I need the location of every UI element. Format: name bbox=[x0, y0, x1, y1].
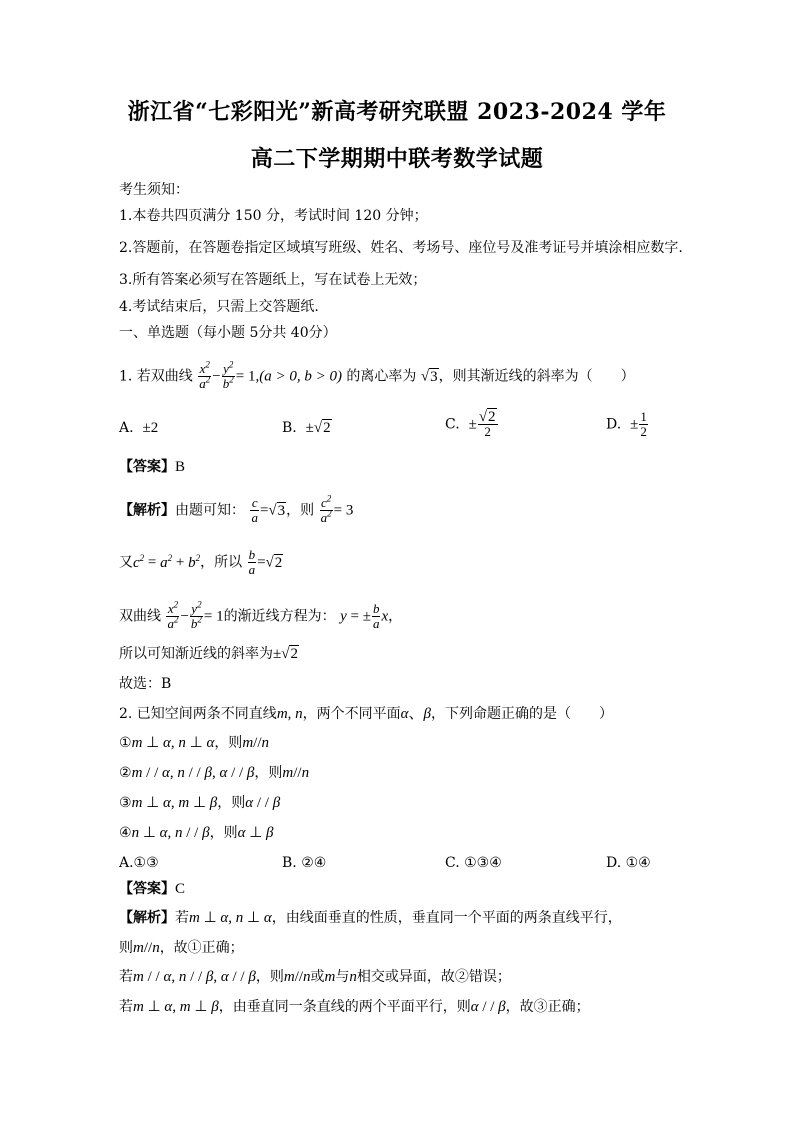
q2-option-d: D. ①④ bbox=[606, 855, 651, 871]
q2-answer: 【答案】C bbox=[119, 881, 186, 897]
exam-title-line2: 高二下学期期中联考数学试题 bbox=[250, 146, 544, 172]
q1-analysis-line-2: 又$c^2 = a^2 + b^2$，所以 $\frac{b}{a}$ =√2 bbox=[119, 547, 283, 577]
q2-analysis-line-2: 则m//n，故①正确； bbox=[119, 940, 244, 956]
q2-option-a: A.①③ bbox=[119, 855, 159, 871]
q2-option-c: C. ①③④ bbox=[445, 855, 502, 871]
q2-proposition-3: ③m ⊥ α, m ⊥ β，则α / / β bbox=[119, 795, 281, 811]
notice-item-2: 2.答题前，在答题卷指定区域填写班级、姓名、考场号、座位号及准考证号并填涂相应数字. bbox=[119, 240, 683, 256]
q1-analysis-line-3: 双曲线 $\frac{x^2}{a^2}$ − $\frac{y^2}{b^2}$ = 1的渐近线方程为： y = ± $\frac{b}{a}$ x， bbox=[119, 599, 403, 631]
question-1-stem: 1. 若双曲线 $\frac{x^2}{a^2}$ − $\frac{y^2}{b^2}$ = 1,(a > 0, b > 0) 的离心率为 √3，则其渐近线的斜率为（ ） bbox=[119, 359, 635, 391]
q2-analysis-line-4: 若m ⊥ α, m ⊥ β，由垂直同一条直线的两个平面平行，则α / / β，故③正确； bbox=[119, 999, 590, 1015]
notice-item-3: 3.所有答案必须写在答题纸上，写在试卷上无效； bbox=[119, 272, 427, 288]
section-heading-single-choice: 一、单选题（每小题 5分共 40分） bbox=[119, 325, 337, 341]
q1-option-c: C. ± $\frac{√2}{2}$ bbox=[445, 409, 496, 439]
question-2-stem: 2. 已知空间两条不同直线m, n，两个不同平面α、β，下列命题正确的是（ ） bbox=[119, 706, 614, 722]
q1-option-b: B. ±√2 bbox=[282, 420, 331, 436]
q1-analysis-line-4: 所以可知渐近线的斜率为±√2 bbox=[119, 646, 298, 662]
q2-proposition-2: ②m / / α, n / / β, α / / β，则m//n bbox=[119, 765, 310, 781]
q1-option-d: D. ± $\frac{1}{2}$ bbox=[606, 409, 647, 439]
q2-analysis-line-1: 【解析】若m ⊥ α, n ⊥ α，由线面垂直的性质，垂直同一个平面的两条直线平行， bbox=[119, 910, 622, 926]
q2-proposition-1: ①m ⊥ α, n ⊥ α，则m//n bbox=[119, 735, 269, 751]
notice-item-1: 1.本卷共四页满分 150 分，考试时间 120 分钟； bbox=[119, 208, 428, 224]
q1-analysis-line-1: 【解析】由题可知： $\frac{c}{a}$ =√3，则 $\frac{c^2}{a^2}$ = 3 bbox=[119, 493, 354, 525]
q2-proposition-4: ④n ⊥ α, n / / β，则α ⊥ β bbox=[119, 825, 274, 841]
q1-analysis-conclusion: 故选：B bbox=[119, 676, 172, 692]
q1-option-a: A. ±2 bbox=[119, 420, 159, 436]
exam-title-line1: 浙江省“七彩阳光”新高考研究联盟 2023-2024 学年 bbox=[127, 99, 667, 125]
notice-heading: 考生须知： bbox=[119, 182, 189, 198]
q2-analysis-line-3: 若m / / α, n / / β, α / / β，则m//n或m与n相交或异面，故②错误； bbox=[119, 969, 511, 985]
q2-option-b: B. ②④ bbox=[282, 855, 327, 871]
notice-item-4: 4.考试结束后，只需上交答题纸. bbox=[119, 299, 319, 315]
q1-answer: 【答案】B bbox=[119, 459, 186, 475]
